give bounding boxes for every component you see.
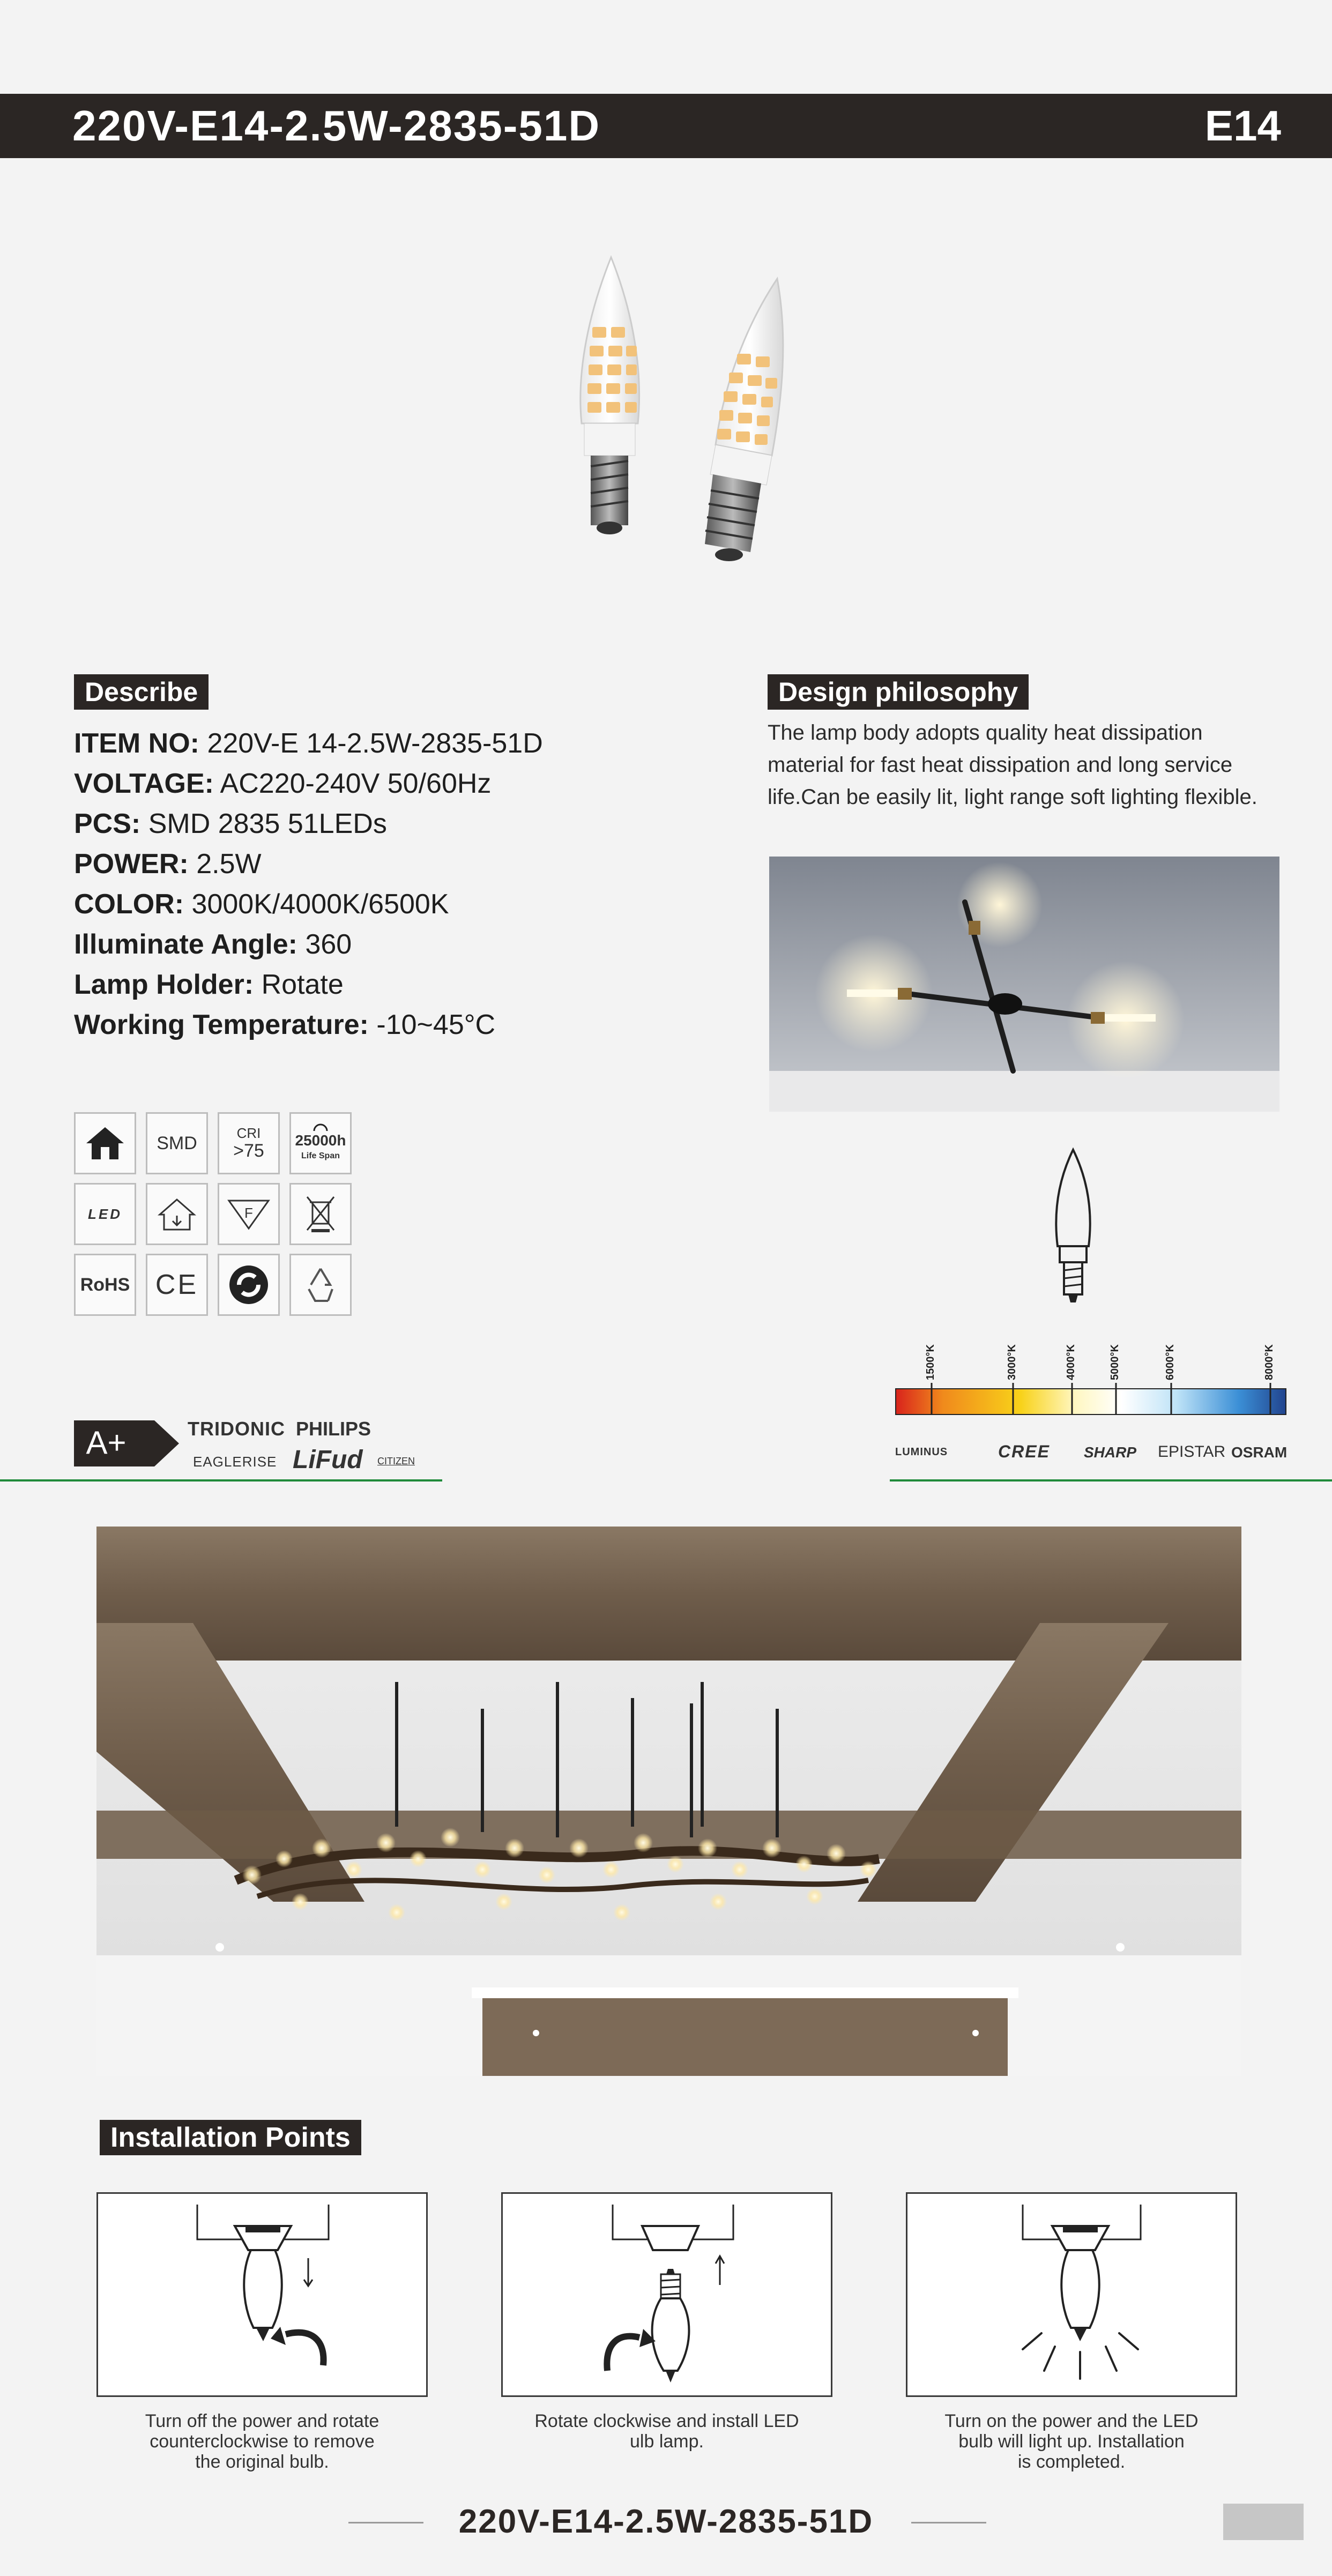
- install-step-3-panel: [906, 2192, 1237, 2397]
- spec-voltage: VOLTAGE: AC220-240V 50/60Hz: [74, 768, 492, 799]
- cri-badge: CRI >75: [218, 1112, 280, 1174]
- design-line: The lamp body adopts quality heat dissipation: [768, 721, 1203, 744]
- brand-philips: PHILIPS: [296, 1418, 371, 1440]
- smd-badge: SMD: [146, 1112, 208, 1174]
- brand-tridonic: TRIDONIC: [188, 1418, 285, 1440]
- caption-line: ulb lamp.: [630, 2431, 704, 2452]
- spec-angle: Illuminate Angle: 360: [74, 929, 352, 960]
- svg-text:F: F: [244, 1205, 253, 1221]
- divider-right: [890, 1479, 1332, 1481]
- spec-holder: Lamp Holder: Rotate: [74, 969, 344, 1000]
- brand-cree: CREE: [998, 1442, 1050, 1461]
- spec-temperature: Working Temperature: -10~45°C: [74, 1009, 496, 1040]
- remove-bulb-diagram: [98, 2194, 426, 2395]
- svg-text:A+: A+: [86, 1425, 126, 1461]
- tick-4000k: 4000°K: [1065, 1344, 1077, 1380]
- caption-line: the original bulb.: [195, 2452, 329, 2472]
- install-step-1-panel: [96, 2192, 428, 2397]
- color-temperature-ticks: [895, 1372, 1286, 1426]
- ceiling-lamp-photo: [769, 857, 1279, 1112]
- led-badge: LED: [74, 1183, 136, 1245]
- install-step-1-caption: [96, 2411, 428, 2472]
- product-bulbs-image: [552, 247, 799, 574]
- describe-tag: Describe: [74, 674, 209, 710]
- brand-luminus: LUMINUS: [895, 1446, 948, 1458]
- install-bulb-diagram: [503, 2194, 831, 2395]
- chandelier-scene-photo: [96, 1527, 1241, 2076]
- bulb-outline-icon: [1048, 1147, 1099, 1308]
- caption-line: bulb will light up. Installation: [958, 2431, 1185, 2452]
- brand-epistar: EPISTAR: [1158, 1443, 1226, 1461]
- caption-line: Rotate clockwise and install LED: [534, 2411, 799, 2431]
- caption-line: Turn off the power and rotate: [145, 2411, 379, 2431]
- tick-5000k: 5000°K: [1109, 1344, 1121, 1380]
- weee-bin-icon: [289, 1183, 352, 1245]
- rohs-badge: RoHS: [74, 1254, 136, 1316]
- divider-left: [0, 1479, 442, 1481]
- brand-eaglerise: EAGLERISE: [193, 1454, 277, 1470]
- tick-6000k: 6000°K: [1164, 1344, 1176, 1380]
- installation-tag: Installation Points: [100, 2120, 361, 2155]
- spec-pcs: PCS: SMD 2835 51LEDs: [74, 808, 387, 839]
- recycle-icon: [289, 1254, 352, 1316]
- spec-item-no: ITEM NO: 220V-E 14-2.5W-2835-51D: [74, 728, 543, 759]
- tick-3000k: 3000°K: [1006, 1344, 1018, 1380]
- green-dot-icon: [218, 1254, 280, 1316]
- caption-line: Turn on the power and the LED: [944, 2411, 1199, 2431]
- spec-list: [74, 724, 543, 1045]
- f-mark-icon: [218, 1183, 280, 1245]
- indoor-use-icon: [146, 1183, 208, 1245]
- tick-1500k: 1500°K: [925, 1344, 936, 1380]
- page-title: 220V-E14-2.5W-2835-51D: [72, 102, 601, 150]
- energy-grade-badge: [74, 1420, 181, 1466]
- brand-osram: OSRAM: [1231, 1444, 1288, 1461]
- caption-line: is completed.: [1017, 2452, 1126, 2472]
- lifespan-badge: 25000h Life Span: [289, 1112, 352, 1174]
- design-text: [768, 717, 1304, 813]
- design-line: life.Can be easily lit, light range soft lighting flexible.: [768, 785, 1257, 809]
- bulb-right: [705, 279, 783, 561]
- install-step-2-caption: [501, 2411, 832, 2452]
- design-line: material for fast heat dissipation and long service: [768, 753, 1233, 777]
- brand-lifud: LiFud: [293, 1446, 363, 1474]
- bulb-lit-diagram: [907, 2194, 1236, 2395]
- home-use-icon: [74, 1112, 136, 1174]
- design-tag: Design philosophy: [768, 674, 1029, 710]
- ce-badge: CE: [146, 1254, 208, 1316]
- spec-color: COLOR: 3000K/4000K/6500K: [74, 889, 449, 920]
- base-type-label: E14: [1204, 102, 1281, 150]
- footer-title: 220V-E14-2.5W-2835-51D: [458, 2503, 874, 2540]
- install-step-2-panel: [501, 2192, 832, 2397]
- footer-rule-right: [911, 2522, 986, 2523]
- bulb-left: [581, 257, 639, 534]
- footer-gray-block: [1223, 2504, 1304, 2540]
- caption-line: counterclockwise to remove: [150, 2431, 375, 2452]
- tick-8000k: 8000°K: [1263, 1344, 1275, 1380]
- spec-power: POWER: 2.5W: [74, 848, 262, 880]
- brand-sharp: SHARP: [1084, 1444, 1137, 1461]
- install-step-3-caption: [906, 2411, 1237, 2472]
- brand-citizen: CITIZEN: [377, 1456, 415, 1466]
